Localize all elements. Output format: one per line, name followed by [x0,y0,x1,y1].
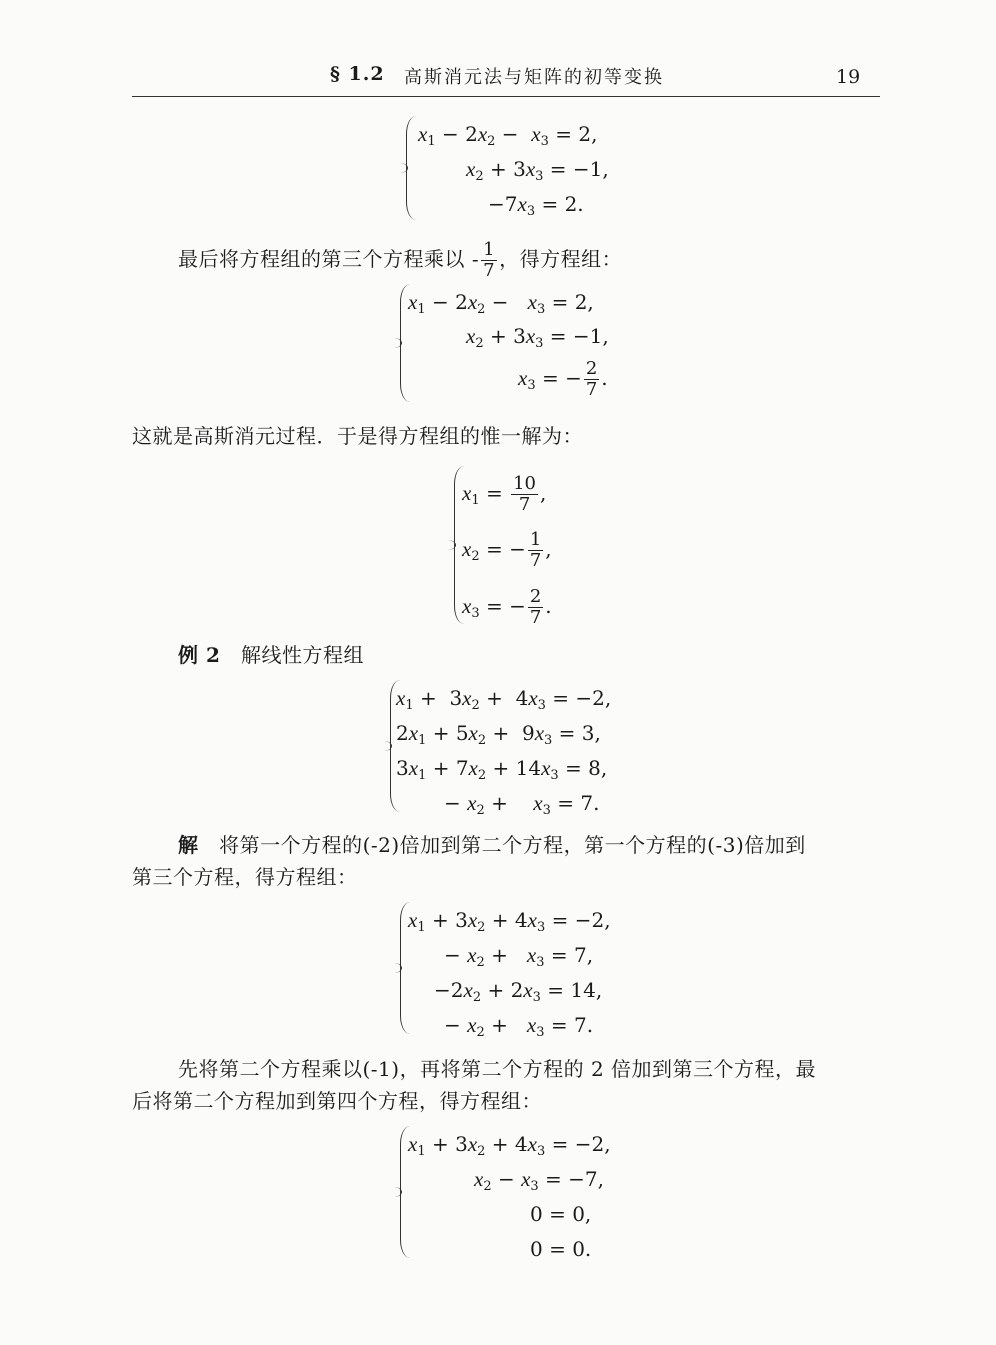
equation-system-5 [400,902,640,1040]
paragraph-line1: 先将第二个方程乘以(-1)，再将第二个方程的 2 倍加到第三个方程，最 [178,1057,817,1081]
equation-line: $x_3$ = − $\frac{2}{7}$ . [462,586,552,628]
page-number: 19 [836,66,861,88]
paragraph-text: ，得方程组： [499,247,623,271]
equation-line: − $x_2 + x_3 = 7$. [444,1013,594,1040]
example-label: 例 2 [178,643,221,667]
header-rule [132,96,880,97]
equation-system-2 [400,284,640,402]
equation-line: − $x_2$ + $x_3 = 7$. [444,791,600,818]
paragraph-text: 最后将方程组的第三个方程乘以 - [178,247,480,271]
section-number: § 1.2 [330,63,385,85]
equation-system-1 [406,116,646,220]
equation-line: $x_1 - 2x_2 - x_3 = 2$, [418,122,598,149]
paragraph-line2: 后将第二个方程加到第四个方程，得方程组： [132,1089,542,1113]
fraction-denominator: 7 [483,260,496,281]
equation-line: $2x_1 + 5x_2 + 9x_3 = 3$, [396,721,601,748]
fraction-numerator: 1 [483,239,496,260]
equation-line: $x_1 + 3x_2 + 4x_3 = -2$, [408,1132,611,1159]
solution-paragraph [132,829,892,893]
equation-line: 0 = 0, [530,1202,592,1226]
solution-text-line2: 第三个方程，得方程组： [132,865,358,889]
solution-text-line1: 将第一个方程的(-2)倍加到第二个方程，第一个方程的(-3)倍加到 [219,833,806,857]
equation-line: $x_2 + 3x_3 = -1$, [466,324,609,351]
equation-line: $x_2 + 3x_3 = -1$, [466,157,609,184]
equation-line: 0 = 0. [530,1237,592,1261]
equation-line: $x_2 - x_3 = -7$, [474,1167,605,1194]
equation-system-3 [454,466,594,628]
paragraph-multiply [178,240,622,281]
example-text: 解线性方程组 [240,643,364,667]
equation-line: $-2x_2 + 2x_3 = 14$, [434,978,603,1005]
equation-line: $-7x_3 = 2$. [488,192,584,219]
equation-line: − $x_2 + x_3 = 7$, [444,943,594,970]
equation-system-6 [400,1126,640,1261]
equation-line: $x_3$ = − $\frac{2}{7}$ . [518,358,608,400]
equation-line: $x_1 + 3x_2 + 4x_3 = -2$, [408,908,611,935]
paragraph-row-operations [132,1053,892,1117]
section-title: 高斯消元法与矩阵的初等变换 [404,67,664,88]
equation-line: $x_1 - 2x_2 - x_3 = 2$, [408,290,594,317]
equation-line: $x_1$ = $\frac{10}{7}$ , [462,473,547,515]
equation-line: $3x_1 + 7x_2 + 14x_3 = 8$, [396,756,608,783]
equation-line: $x_2$ = − $\frac{1}{7}$ , [462,529,552,571]
example-heading [178,639,364,671]
fraction [481,240,497,281]
solution-label: 解 [178,833,199,857]
equation-system-4 [390,680,640,818]
equation-line: $x_1 + 3x_2 + 4x_3 = -2$, [396,686,612,713]
paragraph-unique-solution: 这就是高斯消元过程．于是得方程组的惟一解为： [132,424,583,448]
